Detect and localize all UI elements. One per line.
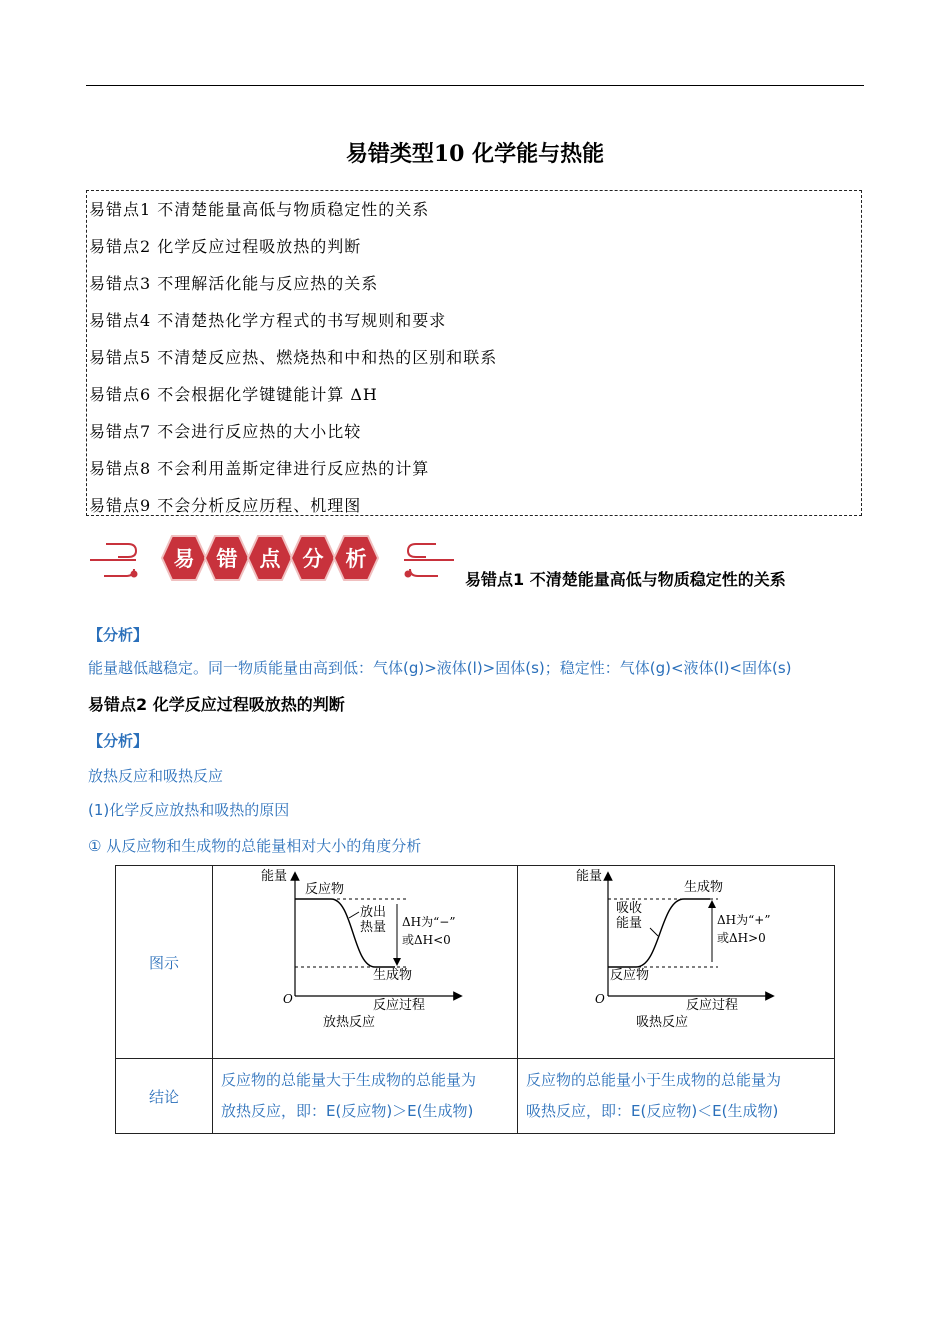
banner-char: 点 xyxy=(259,546,281,571)
toc-item: 易错点4 不清楚热化学方程式的书写规则和要求 xyxy=(89,311,447,330)
banner-char: 错 xyxy=(216,546,238,571)
banner-badges xyxy=(162,536,378,580)
conclusion-line: 吸热反应，即：E(反应物)＜E(生成物) xyxy=(526,1102,779,1120)
toc-item: 易错点6 不会根据化学键键能计算 ΔH xyxy=(89,385,378,404)
endothermic-diagram xyxy=(518,866,834,1054)
arrow-label-2: 热量 xyxy=(360,920,387,935)
conclusion-line: 反应物的总能量小于生成物的总能量为 xyxy=(526,1071,782,1089)
toc-item: 易错点8 不会利用盖斯定律进行反应热的计算 xyxy=(89,459,430,478)
arrow-label-2: 能量 xyxy=(616,916,643,931)
analysis-line: (1)化学反应放热和吸热的原因 xyxy=(88,801,290,819)
diagram-caption: 吸热反应 xyxy=(636,1015,689,1030)
x-axis-label: 反应过程 xyxy=(373,998,426,1013)
table-row xyxy=(116,1059,835,1134)
leader-line xyxy=(650,928,658,936)
top-level-label: 反应物 xyxy=(305,882,345,897)
diagram-caption: 放热反应 xyxy=(323,1015,376,1030)
header-rule xyxy=(86,85,864,86)
analysis-tag: 【分析】 xyxy=(88,626,149,644)
toc-item: 易错点3 不理解活化能与反应热的关系 xyxy=(89,274,379,293)
analysis-text: 能量越低越稳定。同一物质能量由高到低：气体(g)>液体(l)>固体(s)；稳定性：气体(g)<液体(l)<固体(s) xyxy=(88,659,792,677)
arrow-label-1: 吸收 xyxy=(616,901,643,916)
origin-label: O xyxy=(283,992,293,1006)
analysis-line: ① 从反应物和生成物的总能量相对大小的角度分析 xyxy=(88,837,422,855)
banner-dot-icon xyxy=(405,571,412,578)
conclusion-line: 放热反应，即：E(反应物)＞E(生成物) xyxy=(221,1102,474,1120)
banner-swirl-right-icon xyxy=(404,544,454,576)
leader-line xyxy=(349,912,359,918)
section-heading-1: 易错点1 不清楚能量高低与物质稳定性的关系 xyxy=(465,570,786,589)
bottom-level-label: 反应物 xyxy=(610,968,650,983)
comparison-table xyxy=(115,865,835,1134)
dh-label-2: 或ΔH<0 xyxy=(402,933,451,947)
toc-item: 易错点1 不清楚能量高低与物质稳定性的关系 xyxy=(89,200,430,219)
analysis-banner xyxy=(86,530,456,588)
banner-char: 易 xyxy=(173,546,195,571)
analysis-line: 放热反应和吸热反应 xyxy=(88,767,224,785)
dh-label-1: ΔH为“−” xyxy=(402,915,456,929)
exo-conclusion xyxy=(213,1059,518,1134)
arrow-label-1: 放出 xyxy=(360,905,387,920)
toc-item: 易错点5 不清楚反应热、燃烧热和中和热的区别和联系 xyxy=(89,348,498,367)
row-label-conclusion: 结论 xyxy=(116,1059,213,1134)
banner-dot-icon xyxy=(131,571,138,578)
toc-box xyxy=(86,190,862,516)
banner-char: 析 xyxy=(345,546,367,571)
banner-swirl-left-icon xyxy=(90,544,136,576)
analysis-tag: 【分析】 xyxy=(88,732,149,750)
x-axis-label: 反应过程 xyxy=(686,998,739,1013)
banner-char: 分 xyxy=(302,546,324,571)
toc-item: 易错点7 不会进行反应热的大小比较 xyxy=(89,422,362,441)
conclusion-line: 反应物的总能量大于生成物的总能量为 xyxy=(221,1071,477,1089)
table-row xyxy=(116,866,835,1059)
exo-diagram-cell xyxy=(213,866,518,1059)
dh-label-2: 或ΔH>0 xyxy=(717,931,766,945)
top-level-label: 生成物 xyxy=(684,880,724,895)
origin-label: O xyxy=(595,992,605,1006)
toc-item: 易错点2 化学反应过程吸放热的判断 xyxy=(89,237,362,256)
section-heading-2: 易错点2 化学反应过程吸放热的判断 xyxy=(88,695,345,714)
y-axis-label: 能量 xyxy=(261,869,288,884)
endo-diagram-cell xyxy=(518,866,835,1059)
bottom-level-label: 生成物 xyxy=(373,968,413,983)
endo-conclusion xyxy=(518,1059,835,1134)
dh-label-1: ΔH为“+” xyxy=(717,913,771,927)
page-title: 易错类型10 化学能与热能 xyxy=(345,141,605,167)
row-label-diagram: 图示 xyxy=(116,866,213,1059)
toc-item: 易错点9 不会分析反应历程、机理图 xyxy=(89,496,362,515)
y-axis-label: 能量 xyxy=(576,869,603,884)
exothermic-diagram xyxy=(213,866,517,1054)
